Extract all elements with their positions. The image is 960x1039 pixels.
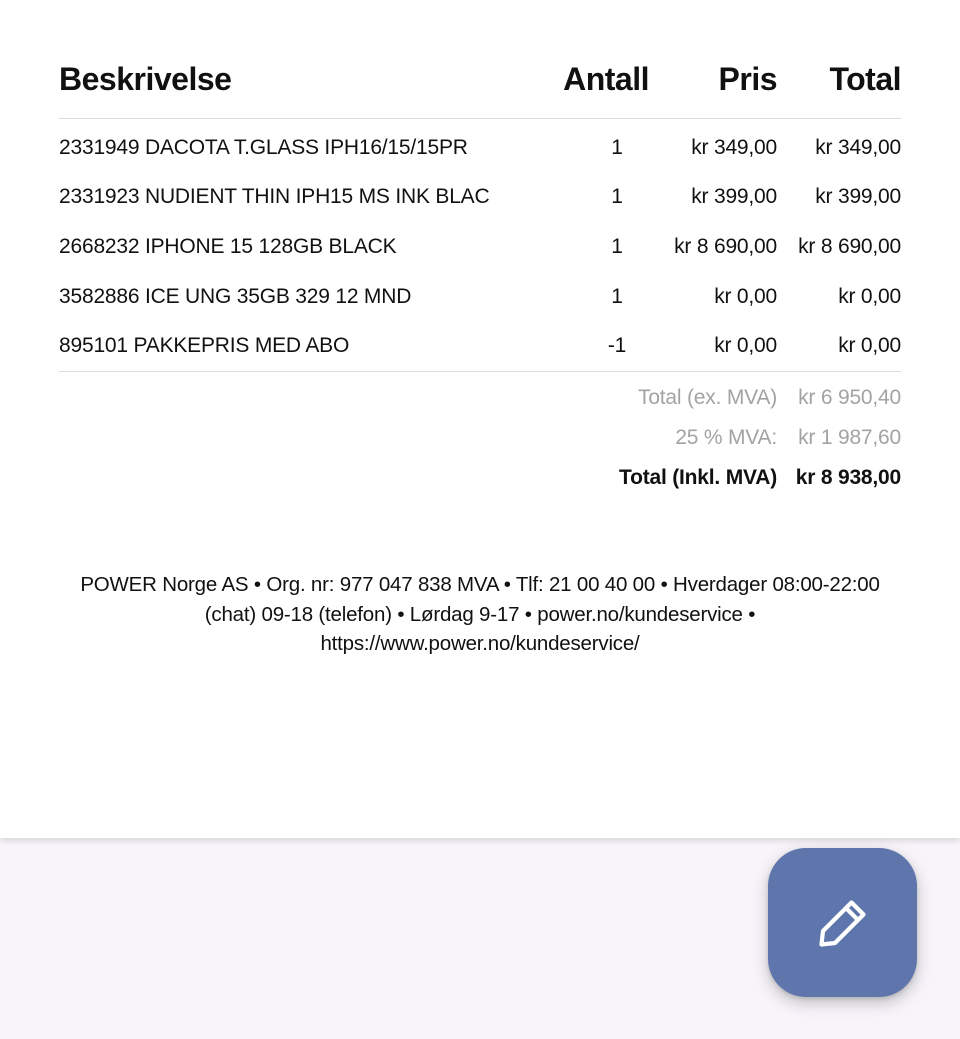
grand-total-row [401, 458, 901, 498]
row-price: kr 0,00 [714, 284, 777, 308]
subtotal-ex-vat-row [401, 378, 901, 418]
store-footer [40, 570, 920, 659]
header-price: Pris [657, 40, 777, 119]
vat-label: 25 % MVA: [675, 426, 777, 449]
row-quantity: 1 [611, 185, 623, 209]
edit-button[interactable] [768, 848, 917, 997]
pencil-icon [816, 896, 870, 950]
subtotal-ex-vat-label: Total (ex. MVA) [638, 386, 777, 409]
row-price: kr 399,00 [691, 185, 777, 209]
row-description: 895101 PAKKEPRIS MED ABO [59, 321, 557, 371]
row-total: kr 0,00 [777, 321, 901, 371]
vat-value: kr 1 987,60 [798, 426, 901, 449]
header-total: Total [777, 40, 901, 119]
row-quantity: -1 [557, 321, 657, 371]
row-quantity: 1 [611, 234, 623, 258]
table-row [59, 119, 901, 173]
vat-row [401, 418, 901, 458]
row-total: kr 0,00 [838, 284, 901, 308]
row-price: kr 349,00 [691, 135, 777, 159]
table-row [59, 173, 901, 223]
footer-line-url: https://www.power.no/kundeservice/ [320, 632, 640, 655]
subtotal-ex-vat-value: kr 6 950,40 [798, 386, 901, 409]
row-total: kr 399,00 [815, 185, 901, 209]
row-description: 2331923 NUDIENT THIN IPH15 MS INK BLAC [59, 185, 490, 209]
row-description: 3582886 ICE UNG 35GB 329 12 MND [59, 284, 412, 308]
header-quantity: Antall [557, 40, 657, 119]
footer-line-company: POWER Norge AS • Org. nr: 977 047 838 MVA • Tlf: 21 00 40 00 • Hverdager 08:00-22:00 [80, 573, 880, 596]
row-price: kr 8 690,00 [674, 234, 777, 258]
line-items-table [59, 40, 901, 372]
footer-line-hours: (chat) 09-18 (telefon) • Lørdag 9-17 • power.no/kundeservice • [204, 602, 756, 626]
row-quantity: 1 [611, 284, 623, 308]
row-quantity: 1 [611, 135, 623, 159]
header-description: Beskrivelse [59, 40, 557, 119]
table-row [59, 321, 901, 371]
table-row [59, 222, 901, 272]
row-price: kr 0,00 [657, 321, 777, 371]
totals-summary [401, 378, 901, 498]
row-description: 2331949 DACOTA T.GLASS IPH16/15/15PR [59, 135, 468, 159]
table-row [59, 272, 901, 322]
grand-total-value: kr 8 938,00 [795, 466, 901, 489]
row-total: kr 8 690,00 [798, 234, 901, 258]
grand-total-label: Total (Inkl. MVA) [619, 466, 777, 489]
row-description: 2668232 IPHONE 15 128GB BLACK [59, 234, 397, 258]
row-total: kr 349,00 [815, 135, 901, 159]
table-header-row [59, 40, 901, 119]
